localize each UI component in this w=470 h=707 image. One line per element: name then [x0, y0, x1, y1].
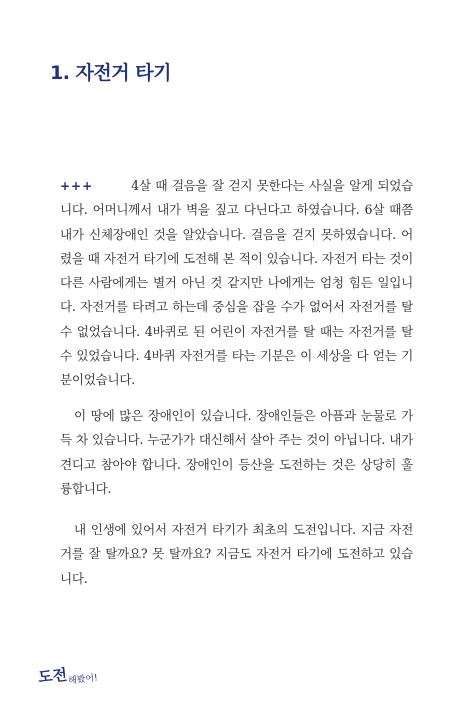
chapter-title: 1. 자전거 타기: [50, 62, 171, 84]
paragraph-2: 이 땅에 많은 장애인이 있습니다. 장애인들은 아픔과 눈물로 가득 차 있습니다. 누군가가 대신해서 살아 주는 것이 아닙니다. 내가 견디고 참아야 합니다. 장애인이 등산을 도전하는 것은 상당히 훌륭합니다.: [60, 408, 413, 496]
series-logo: [38, 665, 98, 686]
paragraph-3: 내 인생에 있어서 자전거 타기가 최초의 도전입니다. 지금 자전거를 잘 탈까요? 못 탈까요? 지금도 자전거 타기에 도전하고 있습니다.: [60, 522, 413, 586]
logo-main-text: 도전: [37, 665, 68, 687]
paragraph-1-text: 4살 때 걸음을 잘 걷지 못한다는 사실을 알게 되었습니다. 어머니께서 내가 벽을 짚고 다닌다고 하였습니다. 6살 때쯤 내가 신체장애인 것을 알았습니다. 걸음을 걷지 못하였습니다. 어렸을 때 자전거 타기에 도전해 본 적이 있습니다. 자전거 타는 것이 다른 사람에게는 별거 아닌 것 같지만 나에게는 엄청 힘든 일입니다. 자전거를 타려고 하는데 중심을 잡을 수가 없어서 자전거를 탈 수 없었습니다. 4바퀴로 된 어린이 자전거를 탈 때는 자전거를 탈 수 있었습니다. 4바퀴 자전거를 타는 기분은 이 세상을 다 얻는 기분이었습니다.: [60, 178, 413, 388]
paragraph-1: [60, 174, 413, 393]
section-marker: +++: [60, 179, 94, 193]
logo-sub-text: 해봤어!: [67, 673, 99, 687]
